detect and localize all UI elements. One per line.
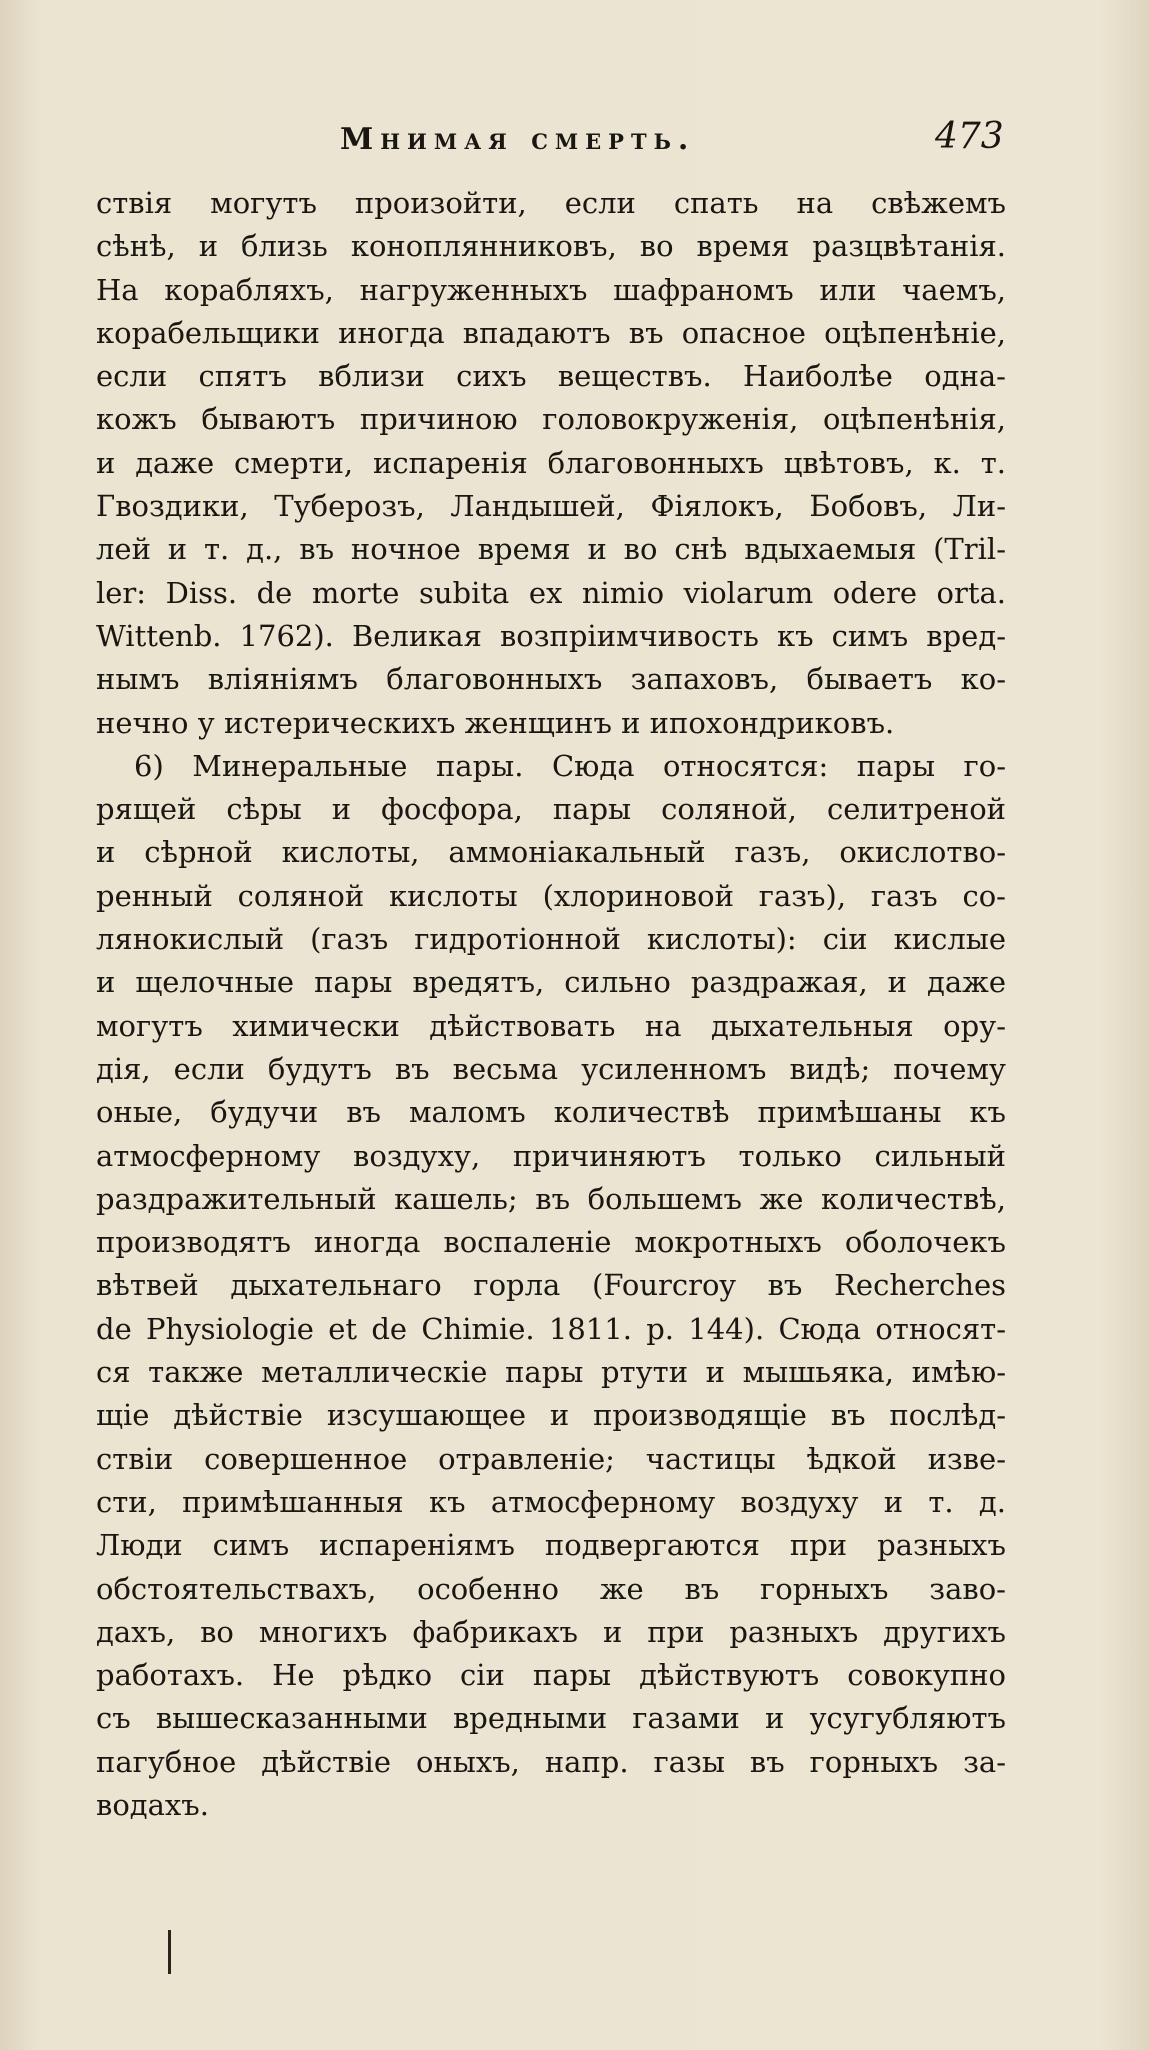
- text-line: дахъ, во многихъ фабрикахъ и при разныхъ другихъ: [96, 1614, 1006, 1649]
- text-line: водахъ.: [96, 1787, 209, 1822]
- text-line: Гвоздики, Туберозъ, Ландышей, Фіялокъ, Бобовъ, Ли-: [96, 489, 1006, 524]
- text-line: пагубное дѣйствіе оныхъ, напр. газы въ горныхъ за-: [96, 1744, 1006, 1779]
- text-line: ствія могутъ произойти, если спать на свѣжемъ: [96, 186, 1006, 220]
- margin-pencil-mark: [168, 1930, 171, 1974]
- text-line: Wittenb. 1762). Великая возпріимчивость къ симъ вред-: [96, 618, 1006, 653]
- text-line: щіе дѣйствіе изсушающее и производящіе въ послѣд-: [96, 1398, 1006, 1433]
- text-line: работахъ. Не рѣдко сіи пары дѣйствуютъ совокупно: [96, 1658, 1006, 1693]
- text-line: атмосферному воздуху, причиняютъ только сильный: [96, 1138, 1006, 1173]
- text-line: вѣтвей дыхательнаго горла (Fourcroy въ Recherches: [96, 1268, 1006, 1303]
- text-line: раздражительный кашель; въ большемъ же количествѣ,: [96, 1181, 1006, 1216]
- text-line: нечно у истерическихъ женщинъ и ипохондриковъ.: [96, 705, 895, 740]
- text-line: Люди симъ испареніямъ подвергаются при разныхъ: [96, 1528, 1006, 1563]
- text-line: и даже смерти, испаренія благовонныхъ цвѣтовъ, к. т.: [96, 445, 1006, 480]
- text-line: ler: Diss. de morte subita ex nimio violarum odere orta.: [96, 575, 1006, 610]
- section-heading-line: 6) Минеральные пары. Сюда относятся: пары го-: [134, 748, 1006, 783]
- text-line: лей и т. д., въ ночное время и во снѣ вдыхаемыя (Tril-: [96, 532, 1006, 567]
- text-line: и сѣрной кислоты, аммоніакальный газъ, окислотво-: [96, 835, 1006, 870]
- text-line: ренный соляной кислоты (хлориновой газъ), газъ со-: [96, 878, 1006, 913]
- text-line: съ вышесказанными вредными газами и усугубляютъ: [96, 1701, 1006, 1736]
- body-text: [96, 182, 1006, 1827]
- text-line: На корабляхъ, нагруженныхъ шафраномъ или чаемъ,: [96, 272, 1006, 307]
- text-line: и щелочные пары вредятъ, сильно раздражая, и даже: [96, 965, 1006, 1000]
- text-line: рящей сѣры и фосфора, пары соляной, селитреной: [96, 792, 1006, 827]
- text-line: производятъ иногда воспаленіе мокротныхъ оболочекъ: [96, 1225, 1006, 1260]
- text-line: дія, если будутъ въ весьма усиленномъ видѣ; почему: [96, 1051, 1006, 1086]
- page-number: 473: [935, 116, 1004, 157]
- text-line: нымъ вліяніямъ благовонныхъ запаховъ, бываетъ ко-: [96, 662, 1006, 697]
- text-line: ствіи совершенное отравленіе; частицы ѣдкой изве-: [96, 1441, 1006, 1476]
- text-line: лянокислый (газъ гидротіонной кислоты): сіи кислые: [96, 922, 1006, 957]
- text-line: de Physiologie et de Chimie. 1811. p. 144). Сюда относят-: [96, 1311, 1006, 1346]
- running-head: [0, 116, 1149, 166]
- text-line: если спятъ вблизи сихъ веществъ. Наиболѣе одна-: [96, 359, 1006, 394]
- text-line: ся также металлическіе пары ртути и мышьяка, имѣю-: [96, 1355, 1006, 1390]
- text-line: могутъ химически дѣйствовать на дыхательныя ору-: [96, 1008, 1006, 1043]
- running-title: Мнимая смерть.: [340, 122, 696, 157]
- text-line: сти, примѣшанныя къ атмосферному воздуху и т. д.: [96, 1484, 1006, 1519]
- text-line: оные, будучи въ маломъ количествѣ примѣшаны къ: [96, 1095, 1006, 1130]
- text-line: обстоятельствахъ, особенно же въ горныхъ заво-: [96, 1571, 1006, 1606]
- text-line: кожъ бываютъ причиною головокруженія, оцѣпенѣнія,: [96, 402, 1006, 437]
- text-line: сѣнѣ, и близь коноплянниковъ, во время разцвѣтанія.: [96, 229, 1006, 264]
- text-line: корабельщики иногда впадаютъ въ опасное оцѣпенѣніе,: [96, 315, 1006, 350]
